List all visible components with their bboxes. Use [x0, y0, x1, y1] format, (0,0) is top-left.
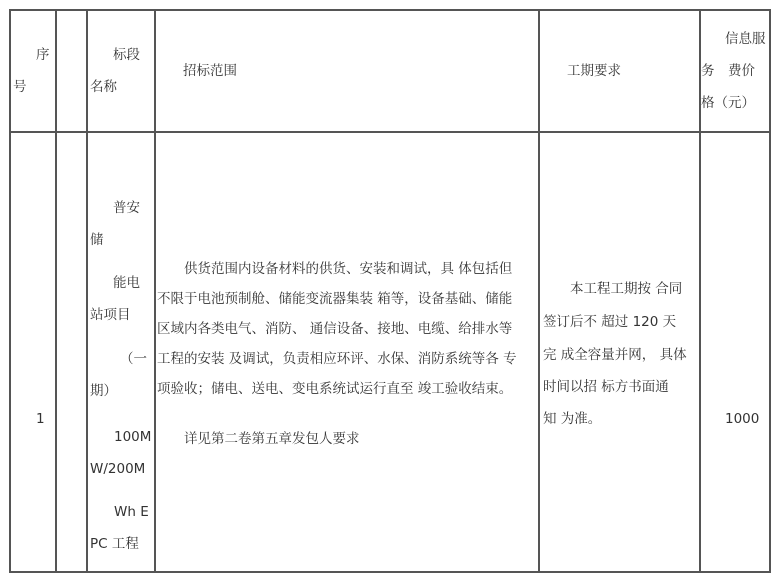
row-name-line: 站项目	[90, 307, 131, 323]
header-fee-line3: 格（元）	[701, 95, 755, 111]
header-name-line1: 标段	[113, 47, 140, 63]
header-divider	[9, 131, 771, 133]
header-seq-line1: 序	[36, 47, 50, 63]
header-scope: 招标范围	[183, 63, 237, 79]
col-divider-4	[538, 9, 540, 573]
table-border-left	[9, 9, 11, 573]
header-fee-line1: 信息服	[725, 31, 766, 47]
row-scope-line: 不限于电池预制舱、储能变流器集装 箱等，设备基础、储能	[157, 291, 513, 307]
header-fee-line2: 务 费价	[701, 63, 755, 79]
row-duration-line: 时间以招 标方书面通	[543, 379, 669, 395]
table-border-right	[769, 9, 771, 573]
header-duration: 工期要求	[567, 63, 621, 79]
row-scope-line: 工程的安装 及调试，负责相应环评、水保、消防系统等各 专	[157, 351, 517, 367]
row-name-line: 储	[90, 232, 104, 248]
col-divider-3	[154, 9, 156, 573]
table-border-bottom	[9, 571, 771, 573]
row-name-line: （一	[120, 351, 147, 367]
row-name-line: W/200M	[90, 461, 146, 477]
col-divider-2	[86, 9, 88, 573]
row-duration-line: 完 成全容量并网， 具体	[543, 347, 687, 363]
row-seq: 1	[36, 411, 45, 427]
table-border-top	[9, 9, 771, 11]
row-name-line: 能电	[113, 275, 140, 291]
row-name-line: 期）	[90, 383, 117, 399]
row-name-line: PC 工程	[90, 536, 139, 552]
row-name-line: Wh E	[114, 504, 149, 520]
row-scope-line: 区域内各类电气、消防、 通信设备、接地、电缆、给排水等	[157, 321, 513, 337]
col-divider-1	[55, 9, 57, 573]
row-name-line: 100M	[114, 429, 152, 445]
header-name-line2: 名称	[90, 79, 117, 95]
row-duration-line: 知 为准。	[543, 411, 602, 427]
row-duration-line: 签订后不 超过 120 天	[543, 314, 677, 330]
header-seq-line2: 号	[13, 79, 27, 95]
row-duration-line: 本工程工期按 合同	[543, 281, 683, 297]
row-scope-note: 详见第二卷第五章发包人要求	[157, 431, 360, 447]
row-scope-line: 项验收；储电、送电、变电系统试运行直至 竣工验收结束。	[157, 381, 513, 397]
row-name-line: 普安	[113, 200, 140, 216]
row-fee: 1000	[725, 411, 760, 427]
row-scope-line: 供货范围内设备材料的供货、安装和调试，具 体包括但	[157, 261, 513, 277]
